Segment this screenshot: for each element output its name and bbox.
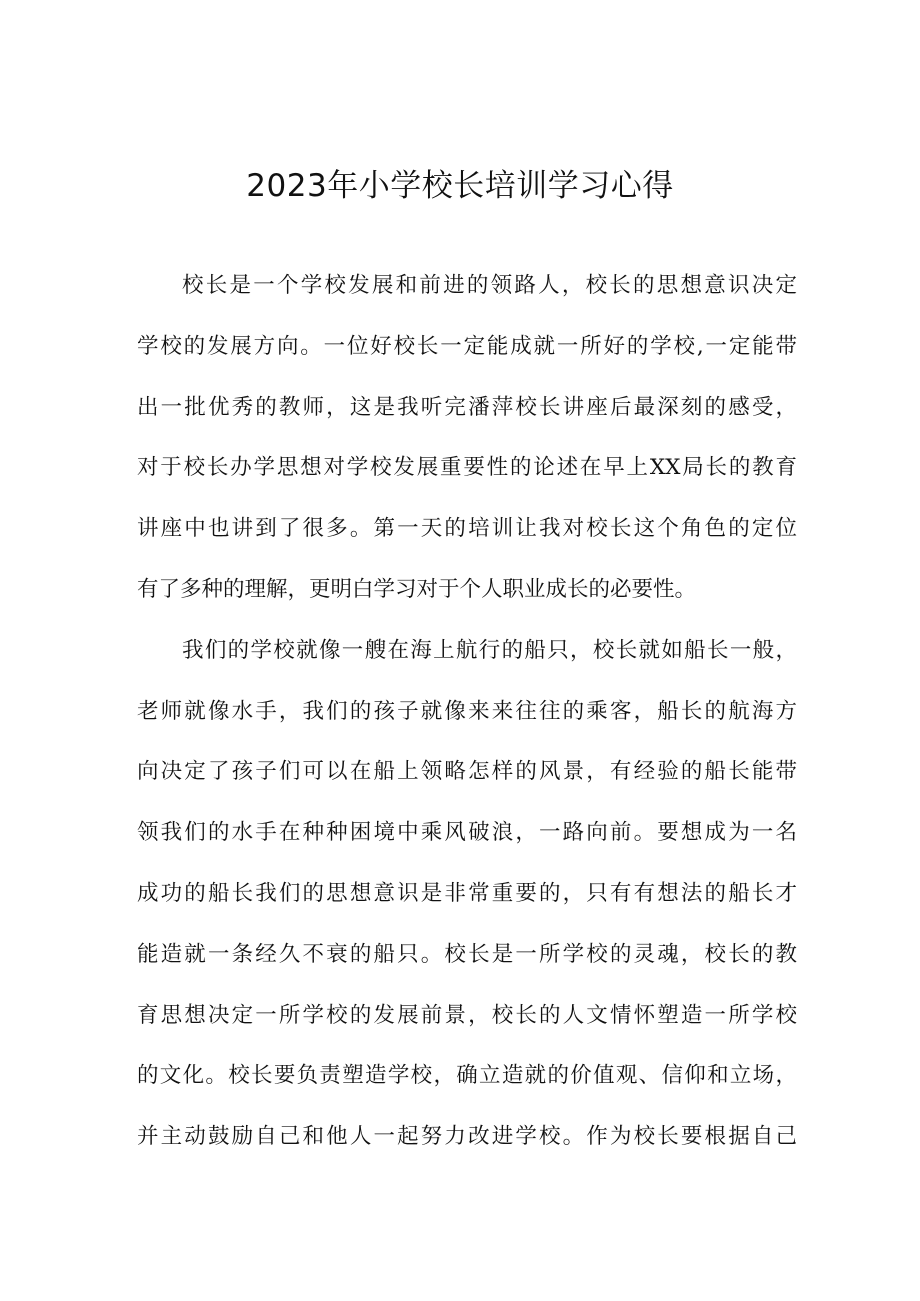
text-line: 能造就一条经久不衰的船只。校长是一所学校的灵魂，校长的教 [137, 941, 797, 967]
text-line: 对于校长办学思想对学校发展重要性的论述在早上XX局长的教育 [137, 455, 797, 481]
text-line: 有了多种的理解，更明白学习对于个人职业成长的必要性。 [137, 576, 697, 602]
text-line: 学校的发展方向。一位好校长一定能成就一所好的学校,一定能带 [137, 333, 797, 359]
text-line: 我们的学校就像一艘在海上航行的船只，校长就如船长一般， [182, 637, 797, 663]
document-title: 2023年小学校长培训学习心得 [246, 168, 674, 204]
text-line: 出一批优秀的教师，这是我听完潘萍校长讲座后最深刻的感受， [137, 394, 797, 420]
text-line: 成功的船长我们的思想意识是非常重要的，只有有想法的船长才 [137, 880, 797, 906]
text-line: 育思想决定一所学校的发展前景，校长的人文情怀塑造一所学校 [137, 1002, 797, 1028]
text-line: 的文化。校长要负责塑造学校，确立造就的价值观、信仰和立场， [137, 1063, 797, 1089]
text-line: 校长是一个学校发展和前进的领路人，校长的思想意识决定 [182, 273, 797, 298]
text-line: 领我们的水手在种种困境中乘风破浪，一路向前。要想成为一名 [137, 820, 797, 846]
paragraph-2 [137, 629, 797, 1176]
text-line: 讲座中也讲到了很多。第一天的培训让我对校长这个角色的定位 [137, 516, 797, 542]
text-line: 并主动鼓励自己和他人一起努力改进学校。作为校长要根据自己 [137, 1124, 797, 1150]
paragraph-1 [137, 264, 797, 629]
text-line: 老师就像水手，我们的孩子就像来来往往的乘客，船长的航海方 [137, 698, 797, 724]
text-line: 向决定了孩子们可以在船上领略怎样的风景，有经验的船长能带 [137, 759, 797, 785]
document-body [137, 264, 797, 1176]
